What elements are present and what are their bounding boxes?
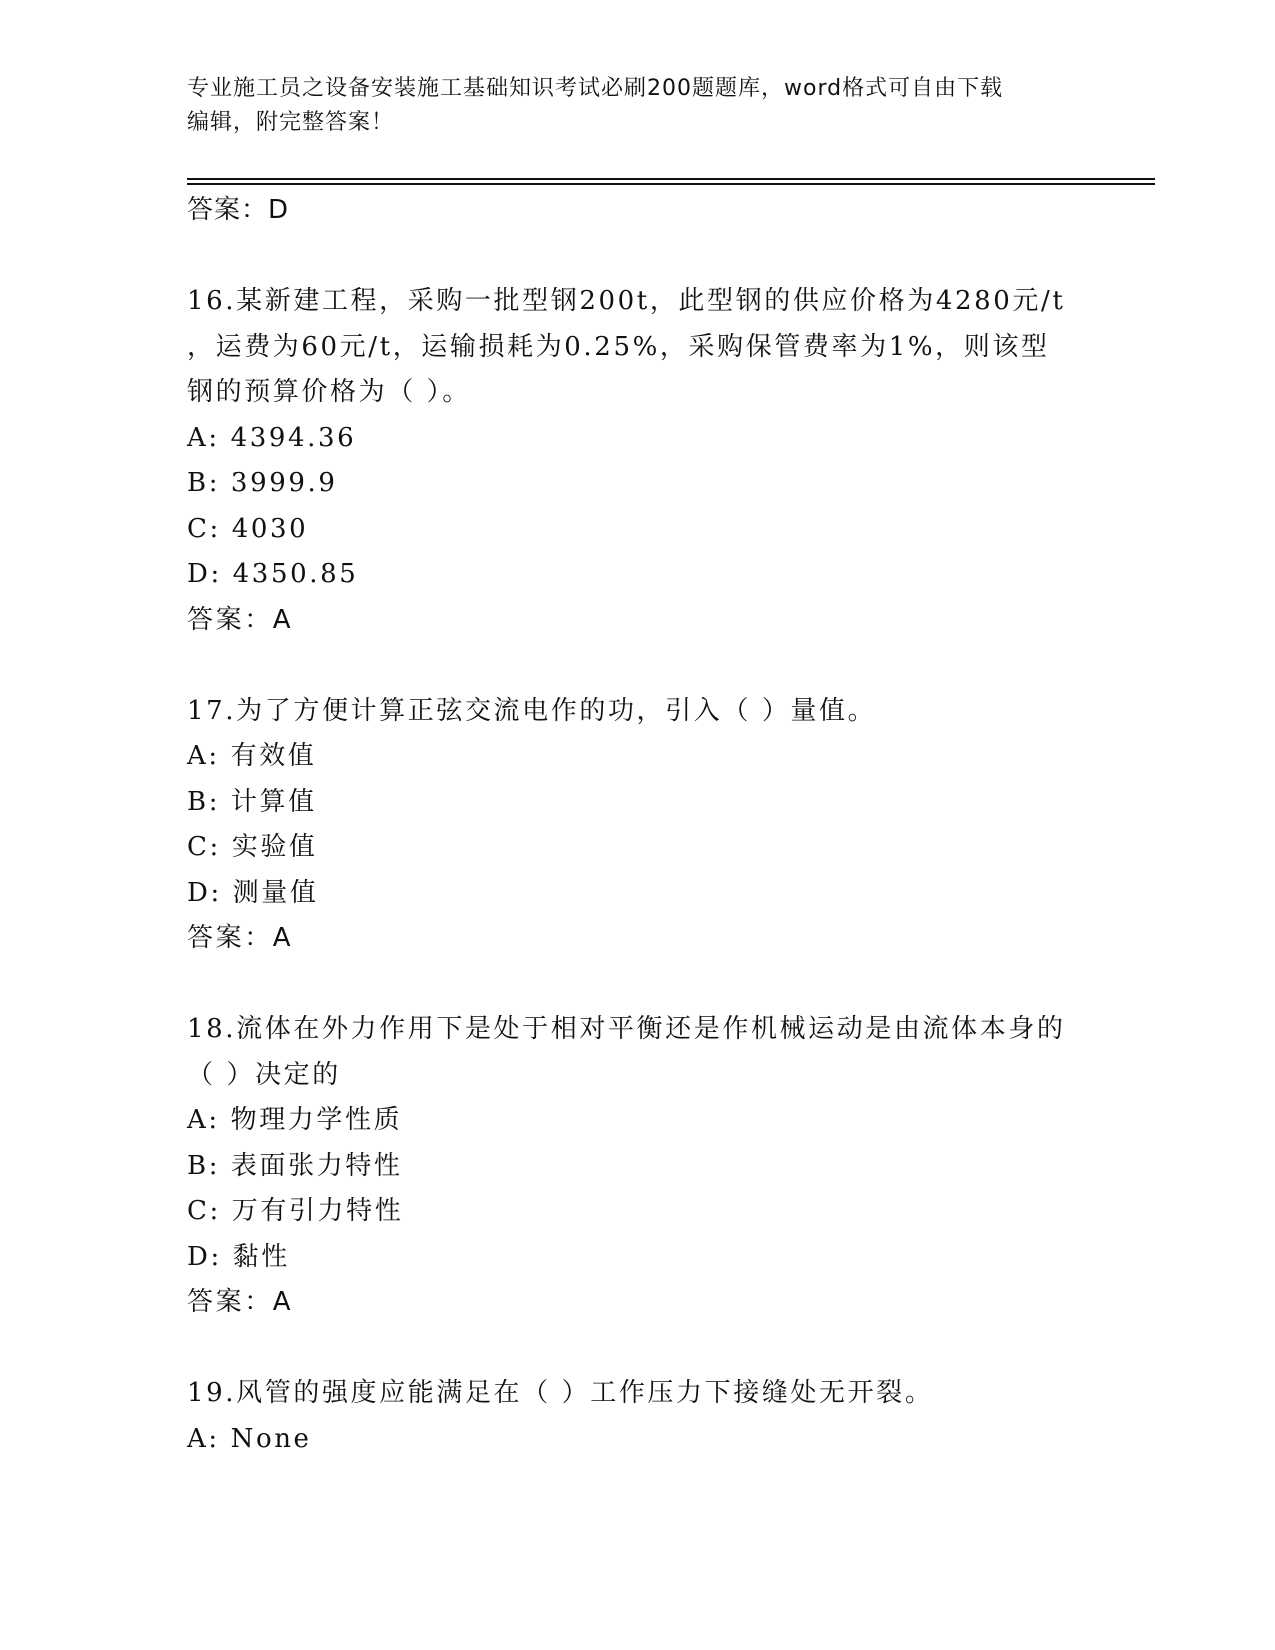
header-divider-bottom bbox=[187, 183, 1155, 185]
header-line-1: 专业施工员之设备安装施工基础知识考试必刷200题题库，word格式可自由下载 bbox=[187, 76, 1004, 101]
question-17 bbox=[187, 689, 1155, 962]
spacer bbox=[187, 234, 1155, 280]
question-text-line: 18.流体在外力作用下是处于相对平衡还是作机械运动是由流体本身的 bbox=[187, 1014, 1066, 1044]
spacer bbox=[187, 643, 1155, 689]
answer-line: 答案：A bbox=[187, 1287, 294, 1317]
question-18 bbox=[187, 1007, 1155, 1326]
option-c: C: 万有引力特性 bbox=[187, 1196, 404, 1226]
document-header bbox=[187, 72, 1087, 140]
option-c: C: 4030 bbox=[187, 513, 309, 544]
option-b: B: 3999.9 bbox=[187, 468, 338, 498]
question-text-line: 钢的预算价格为（ ）。 bbox=[187, 377, 471, 407]
answer-line: 答案：A bbox=[187, 604, 294, 635]
spacer bbox=[187, 1326, 1155, 1372]
answer-line: 答案：A bbox=[187, 923, 294, 953]
option-a: A: 4394.36 bbox=[187, 422, 357, 453]
question-text-line: 17.为了方便计算正弦交流电作的功，引入（ ）量值。 bbox=[187, 695, 877, 726]
question-text-line: 19.风管的强度应能满足在（ ）工作压力下接缝处无开裂。 bbox=[187, 1378, 934, 1408]
option-d: D: 黏性 bbox=[187, 1241, 290, 1272]
header-divider-top bbox=[187, 178, 1155, 180]
option-b: B: 计算值 bbox=[187, 786, 317, 817]
option-a: A: 物理力学性质 bbox=[187, 1105, 403, 1135]
spacer bbox=[187, 962, 1155, 1008]
option-a: A: 有效值 bbox=[187, 741, 317, 771]
question-19 bbox=[187, 1371, 1155, 1462]
question-16 bbox=[187, 279, 1155, 643]
question-text-line: 16.某新建工程，采购一批型钢200t，此型钢的供应价格为4280元/t bbox=[187, 286, 1066, 316]
option-d: D: 测量值 bbox=[187, 877, 319, 908]
header-line-2: 编辑，附完整答案！ bbox=[187, 110, 395, 135]
option-c: C: 实验值 bbox=[187, 832, 318, 862]
answer-line: 答案：D bbox=[187, 195, 290, 225]
question-text-line: ，运费为60元/t，运输损耗为0.25%，采购保管费率为1%，则该型 bbox=[187, 331, 1050, 362]
option-d: D: 4350.85 bbox=[187, 559, 359, 589]
question-text-line: （ ）决定的 bbox=[187, 1059, 341, 1090]
option-a: A: None bbox=[187, 1423, 312, 1454]
option-b: B: 表面张力特性 bbox=[187, 1150, 403, 1181]
question-list bbox=[187, 188, 1155, 1462]
